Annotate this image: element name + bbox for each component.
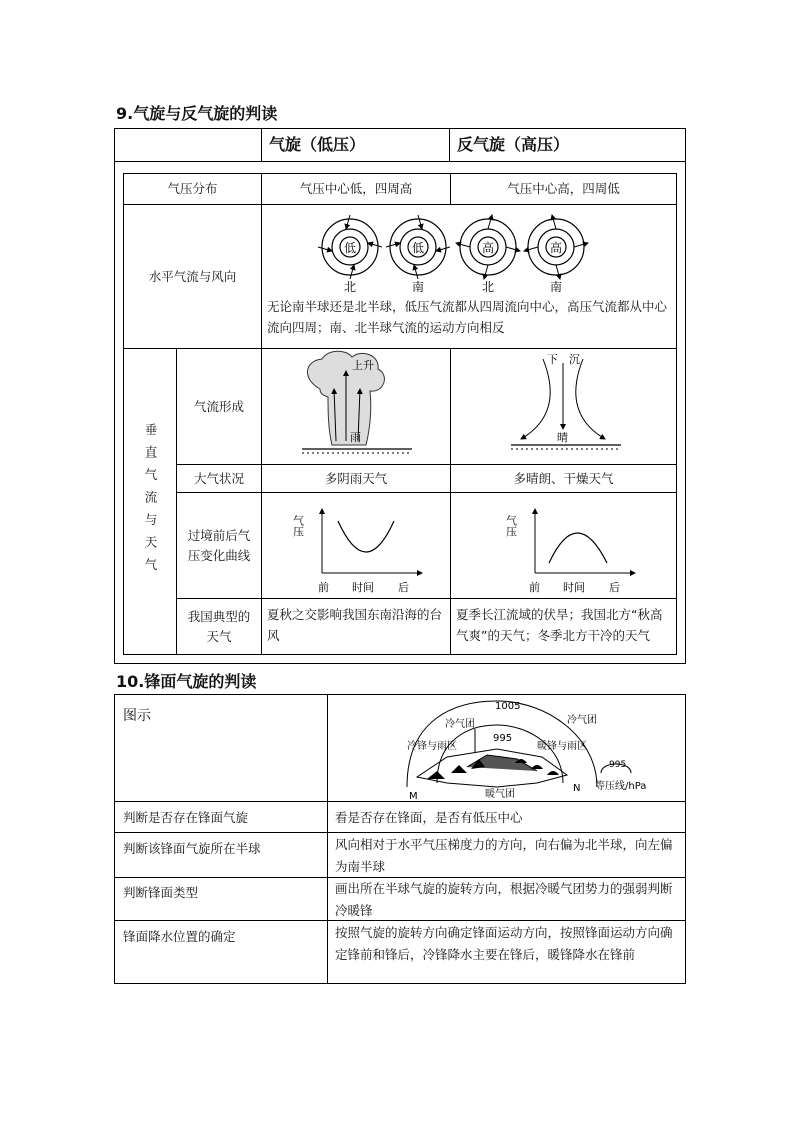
frontal-cyclone-table [114, 694, 686, 984]
horizontal-note: 无论南半球还是北半球，低压气流都从四周流向中心，高压气流都从中心流向四周；南、北半球气流的运动方向相反 [267, 299, 668, 335]
label-n: N [573, 783, 581, 794]
iso-995: 995 [493, 733, 513, 744]
anticyclone-curve-after: 后 [609, 581, 620, 594]
sinking-air-diagram [451, 349, 676, 464]
legend-isobar: 等压线/hPa [595, 781, 647, 792]
vertical-group-label: 垂直气流与天气 [143, 422, 158, 581]
legend-995: 995 [609, 760, 627, 770]
row-precip-value: 按照气旋的旋转方向确定锋面运动方向，按照锋面运动方向确定锋前和锋后，冷锋降水主要在锋后，暖锋降水在锋前 [335, 925, 673, 962]
inner-table [123, 173, 677, 655]
typical-label: 我国典型的天气 [187, 608, 251, 644]
cyclone-curve-time: 时间 [352, 581, 374, 594]
sinking-text-b: 沉 [569, 353, 580, 366]
warm-mass: 暖气团 [485, 789, 515, 800]
cyclone-table [114, 128, 686, 664]
frontal-cyclone-diagram [367, 697, 667, 801]
cyclone-curve-before: 前 [318, 581, 329, 594]
warm-front-rain: 暖锋与雨区 [537, 741, 587, 752]
anticyclone-curve-before: 前 [529, 581, 540, 594]
section9-title: 9.气旋与反气旋的判读 [116, 104, 278, 123]
row-precip-label: 锋面降水位置的确定 [123, 929, 236, 944]
clear-text: 晴 [557, 431, 568, 444]
rising-text: 上升 [352, 359, 374, 372]
pressure-label: 气压分布 [167, 181, 218, 196]
header-anticyclone: 反气旋（高压） [457, 135, 570, 154]
cyclone-curve-after: 后 [398, 581, 409, 594]
cold-mass-right: 冷气团 [567, 715, 597, 726]
cyclone-pressure-curve [262, 493, 450, 598]
row-front-type-label: 判断锋面类型 [123, 885, 199, 900]
row-exist-value: 看是否存在锋面，是否有低压中心 [335, 810, 523, 825]
pressure-anticyclone: 气压中心高，四周低 [507, 181, 620, 196]
weather-label: 大气状况 [193, 470, 244, 486]
horizontal-airflow-diagram [262, 205, 676, 295]
south-label-1: 南 [411, 280, 425, 294]
low-label-1: 低 [343, 241, 357, 255]
high-label-1: 高 [481, 241, 495, 255]
horizontal-label: 水平气流与风向 [148, 268, 237, 284]
south-label-2: 南 [549, 280, 563, 294]
rain-text: 雨 [350, 431, 361, 444]
high-label-2: 高 [549, 241, 563, 255]
typical-cyclone: 夏秋之交影响我国东南沿海的台风 [267, 607, 443, 643]
row-hemisphere-label: 判断该锋面气旋所在半球 [123, 841, 261, 856]
row-exist-label: 判断是否存在锋面气旋 [123, 810, 249, 825]
sinking-text-a: 下 [547, 353, 558, 366]
iso-1005: 1005 [495, 701, 521, 712]
cold-front-rain: 冷锋与雨区 [407, 741, 457, 752]
anticyclone-curve-time: 时间 [563, 581, 585, 594]
typical-anticyclone: 夏季长江流域的伏旱；我国北方“秋高气爽”的天气；冬季北方干冷的天气 [456, 607, 663, 643]
cold-mass-left: 冷气团 [445, 719, 475, 730]
label-m: M [409, 791, 418, 801]
weather-cyclone: 多阴雨天气 [324, 470, 388, 486]
row-hemisphere-value: 风向相对于水平气压梯度力的方向，向右偏为北半球，向左偏为南半球 [335, 837, 673, 874]
pressure-cyclone: 气压中心低，四周高 [299, 181, 413, 196]
formation-label: 气流形成 [193, 398, 244, 414]
curve-label: 过境前后气压变化曲线 [187, 527, 251, 563]
cyclone-curve-ylabel: 气压 [291, 515, 305, 537]
low-label-2: 低 [411, 241, 425, 255]
rising-air-diagram [262, 349, 450, 464]
north-label-1: 北 [343, 280, 357, 294]
weather-anticyclone: 多晴朗、干燥天气 [513, 470, 614, 486]
header-cyclone: 气旋（低压） [269, 135, 366, 154]
row-front-type-value: 画出所在半球气旋的旋转方向，根据冷暖气团势力的强弱判断冷暖锋 [335, 881, 673, 918]
anticyclone-pressure-curve [451, 493, 676, 598]
anticyclone-curve-ylabel: 气压 [504, 515, 518, 537]
figure-label: 图示 [123, 708, 151, 724]
section10-title: 10.锋面气旋的判读 [116, 672, 257, 691]
north-label-2: 北 [481, 280, 495, 294]
